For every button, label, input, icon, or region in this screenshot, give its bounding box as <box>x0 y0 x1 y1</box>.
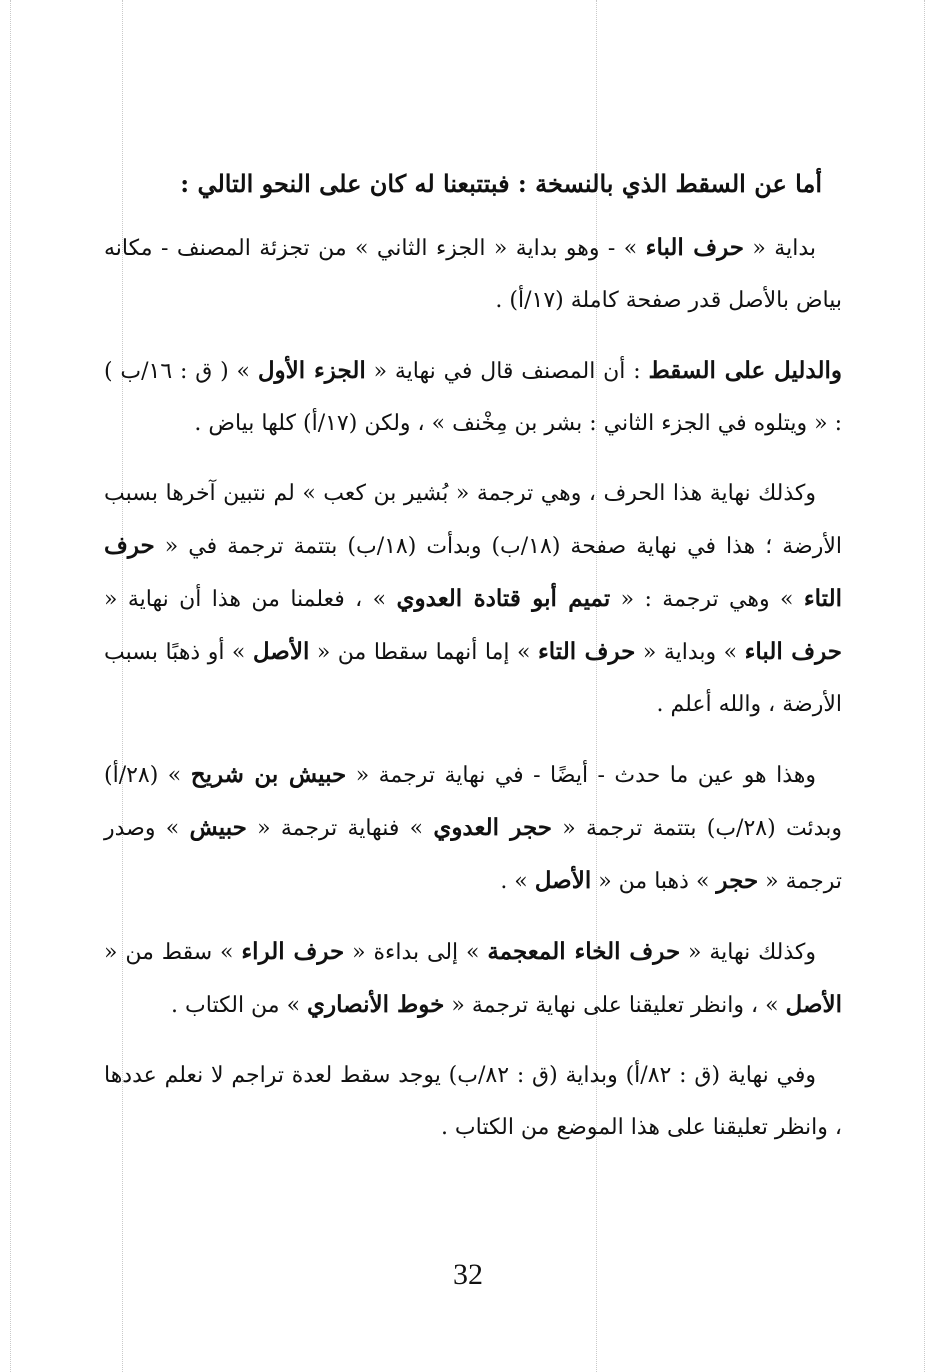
text-span: » ( ق : ١٦/ب ) : « ويتلوه في الجزء الثاني : بشر بن مِخْنف » ، ولكن (١٧/أ) كلها بياض . <box>104 359 842 436</box>
text-span: » - وهو بداية « الجزء الثاني » من تجزئة المصنف - مكانه بياض بالأصل قدر صفحة كاملة (١٧/أ) . <box>104 236 842 313</box>
text-span: بداية « <box>744 236 817 261</box>
bold-term: الجزء الأول <box>257 357 366 384</box>
bold-term: حرف التاء <box>537 638 636 665</box>
text-span: » وصدر ترجمة « <box>104 816 842 894</box>
margin-guide-line <box>924 0 925 1372</box>
text-span: : أن المصنف قال في نهاية « <box>365 359 649 384</box>
paragraph-4 <box>104 749 842 908</box>
text-span: » وبداية « <box>635 640 745 665</box>
margin-guide-line <box>10 0 11 1372</box>
paragraph-2 <box>104 345 842 450</box>
bold-term: حرف الخاء المعجمة <box>487 938 681 965</box>
text-span: » أو ذهبًا بسبب الأرضة ، والله أعلم . <box>104 640 842 717</box>
text-span: » وهي ترجمة : « <box>610 587 804 612</box>
bold-term: حبيش <box>189 814 247 841</box>
text-span: » إلى بداءة « <box>344 940 488 965</box>
bold-term: حجر العدوي <box>433 814 553 841</box>
paragraph-6: وفي نهاية (ق : ٨٢/أ) وبداية (ق : ٨٢/ب) يوجد سقط لعدة تراجم لا نعلم عددها ، وانظر تعليقنا على هذا الموضع من الكتاب . <box>104 1063 842 1140</box>
bold-term: تميم أبو قتادة العدوي <box>396 585 611 612</box>
bold-term: حبيش بن شريح <box>190 761 347 788</box>
text-span: » فنهاية ترجمة « <box>246 816 434 841</box>
text-span: » ، وانظر تعليقنا على نهاية ترجمة « <box>444 993 786 1018</box>
bold-term: خوط الأنصاري <box>307 991 445 1018</box>
text-span: » . <box>500 869 535 894</box>
paragraph-5 <box>104 926 842 1032</box>
bold-term: الأصل <box>534 867 592 894</box>
page-number: 32 <box>453 1258 483 1291</box>
bold-term: حرف الباء <box>744 638 842 665</box>
bold-term: حرف الراء <box>241 938 345 965</box>
text-span: وكذلك نهاية « <box>680 940 816 965</box>
text-span: وكذلك نهاية هذا الحرف ، وهي ترجمة « بُشير بن كعب » لم نتبين آخرها بسبب الأرضة ؛ هذا في نهاية صفحة (١٨/ب) وبدأت (١٨/ب) بتتمة ترجمة في « <box>104 481 842 559</box>
text-span: » ذهبا من « <box>591 869 717 894</box>
paragraph-3 <box>104 468 842 731</box>
bold-term: والدليل على السقط <box>648 357 842 384</box>
bold-term: حرف التاء <box>104 532 842 612</box>
section-heading: أما عن السقط الذي بالنسخة : فبتتبعنا له كان على النحو التالي : <box>180 169 822 198</box>
text-span: » إما أنهما سقطا من « <box>309 640 538 665</box>
bold-term: الأصل <box>252 638 310 665</box>
bold-term: الأصل <box>785 991 842 1018</box>
text-span: » من الكتاب . <box>171 993 308 1018</box>
paragraph-1 <box>104 222 842 327</box>
page-body <box>104 158 842 1172</box>
text-span: » ، فعلمنا من هذا أن نهاية « <box>104 587 397 612</box>
bold-term: حجر <box>716 867 759 894</box>
text-span: » (٢٨/أ) وبدئت (٢٨/ب) بتتمة ترجمة « <box>104 763 842 841</box>
text-span: » سقط من « <box>104 940 242 965</box>
bold-term: حرف الباء <box>645 234 744 261</box>
text-span: وهذا هو عين ما حدث - أيضًا - في نهاية ترجمة « <box>346 763 817 788</box>
